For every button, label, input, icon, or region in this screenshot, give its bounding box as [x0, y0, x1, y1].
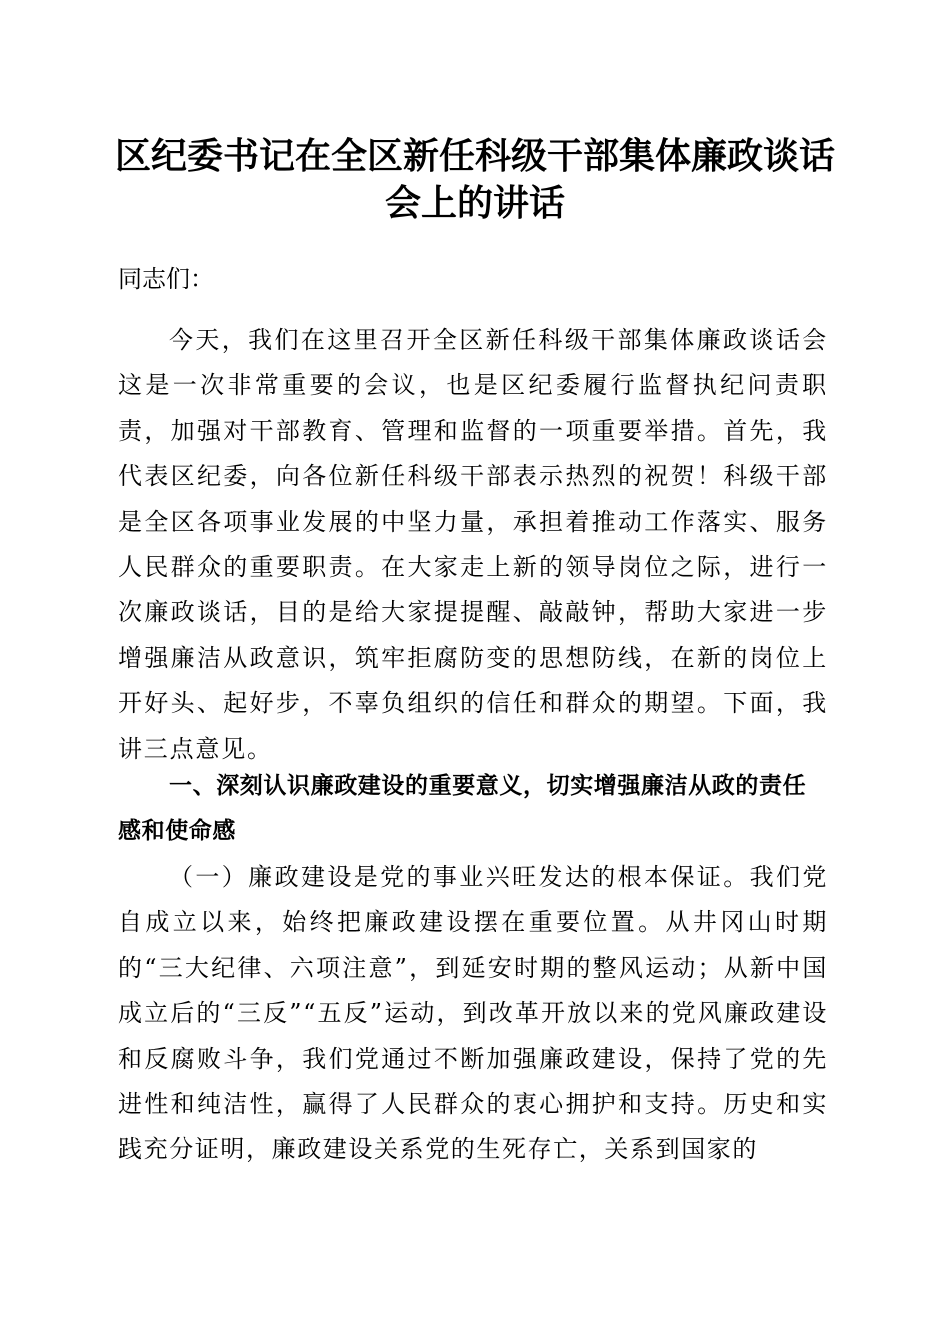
document-title-line-1: 区纪委书记在全区新任科级干部集体廉政谈话 — [114, 135, 835, 177]
body-paragraph-1: 今天，我们在这里召开全区新任科级干部集体廉政谈话会这是一次非常重要的会议，也是区纪委履行监督执纪问责职责，加强对干部教育、管理和监督的一项重要举措。首先，我代表区纪委，向各位新任科级干部表示热烈的祝贺！科级干部是全区各项事业发展的中坚力量，承担着推动工作落实、服务人民群众的重要职责。在大家走上新的领导岗位之际，进行一次廉政谈话，目的是给大家提提醒、敲敲钟，帮助大家进一步增强廉洁从政意识，筑牢拒腐防变的思想防线，在新的岗位上开好头、起好步，不辜负组织的信任和群众的期望。下面，我讲三点意见。 — [118, 326, 828, 763]
document-title-line-2: 会上的讲话 — [384, 182, 565, 224]
section-heading-1: 一、深刻认识廉政建设的重要意义，切实增强廉洁从政的责任感和使命感 — [118, 773, 807, 844]
salutation: 同志们： — [118, 265, 214, 293]
body-paragraph-2: （一）廉政建设是党的事业兴旺发达的根本保证。我们党自成立以来，始终把廉政建设摆在重要位置。从井冈山时期的“三大纪律、六项注意”，到延安时期的整风运动；从新中国成立后的“三反”“五反”运动，到改革开放以来的党风廉政建设和反腐败斗争，我们党通过不断加强廉政建设，保持了党的先进性和纯洁性，赢得了人民群众的衷心拥护和支持。历史和实践充分证明，廉政建设关系党的生死存亡，关系到国家的 — [118, 863, 828, 1164]
